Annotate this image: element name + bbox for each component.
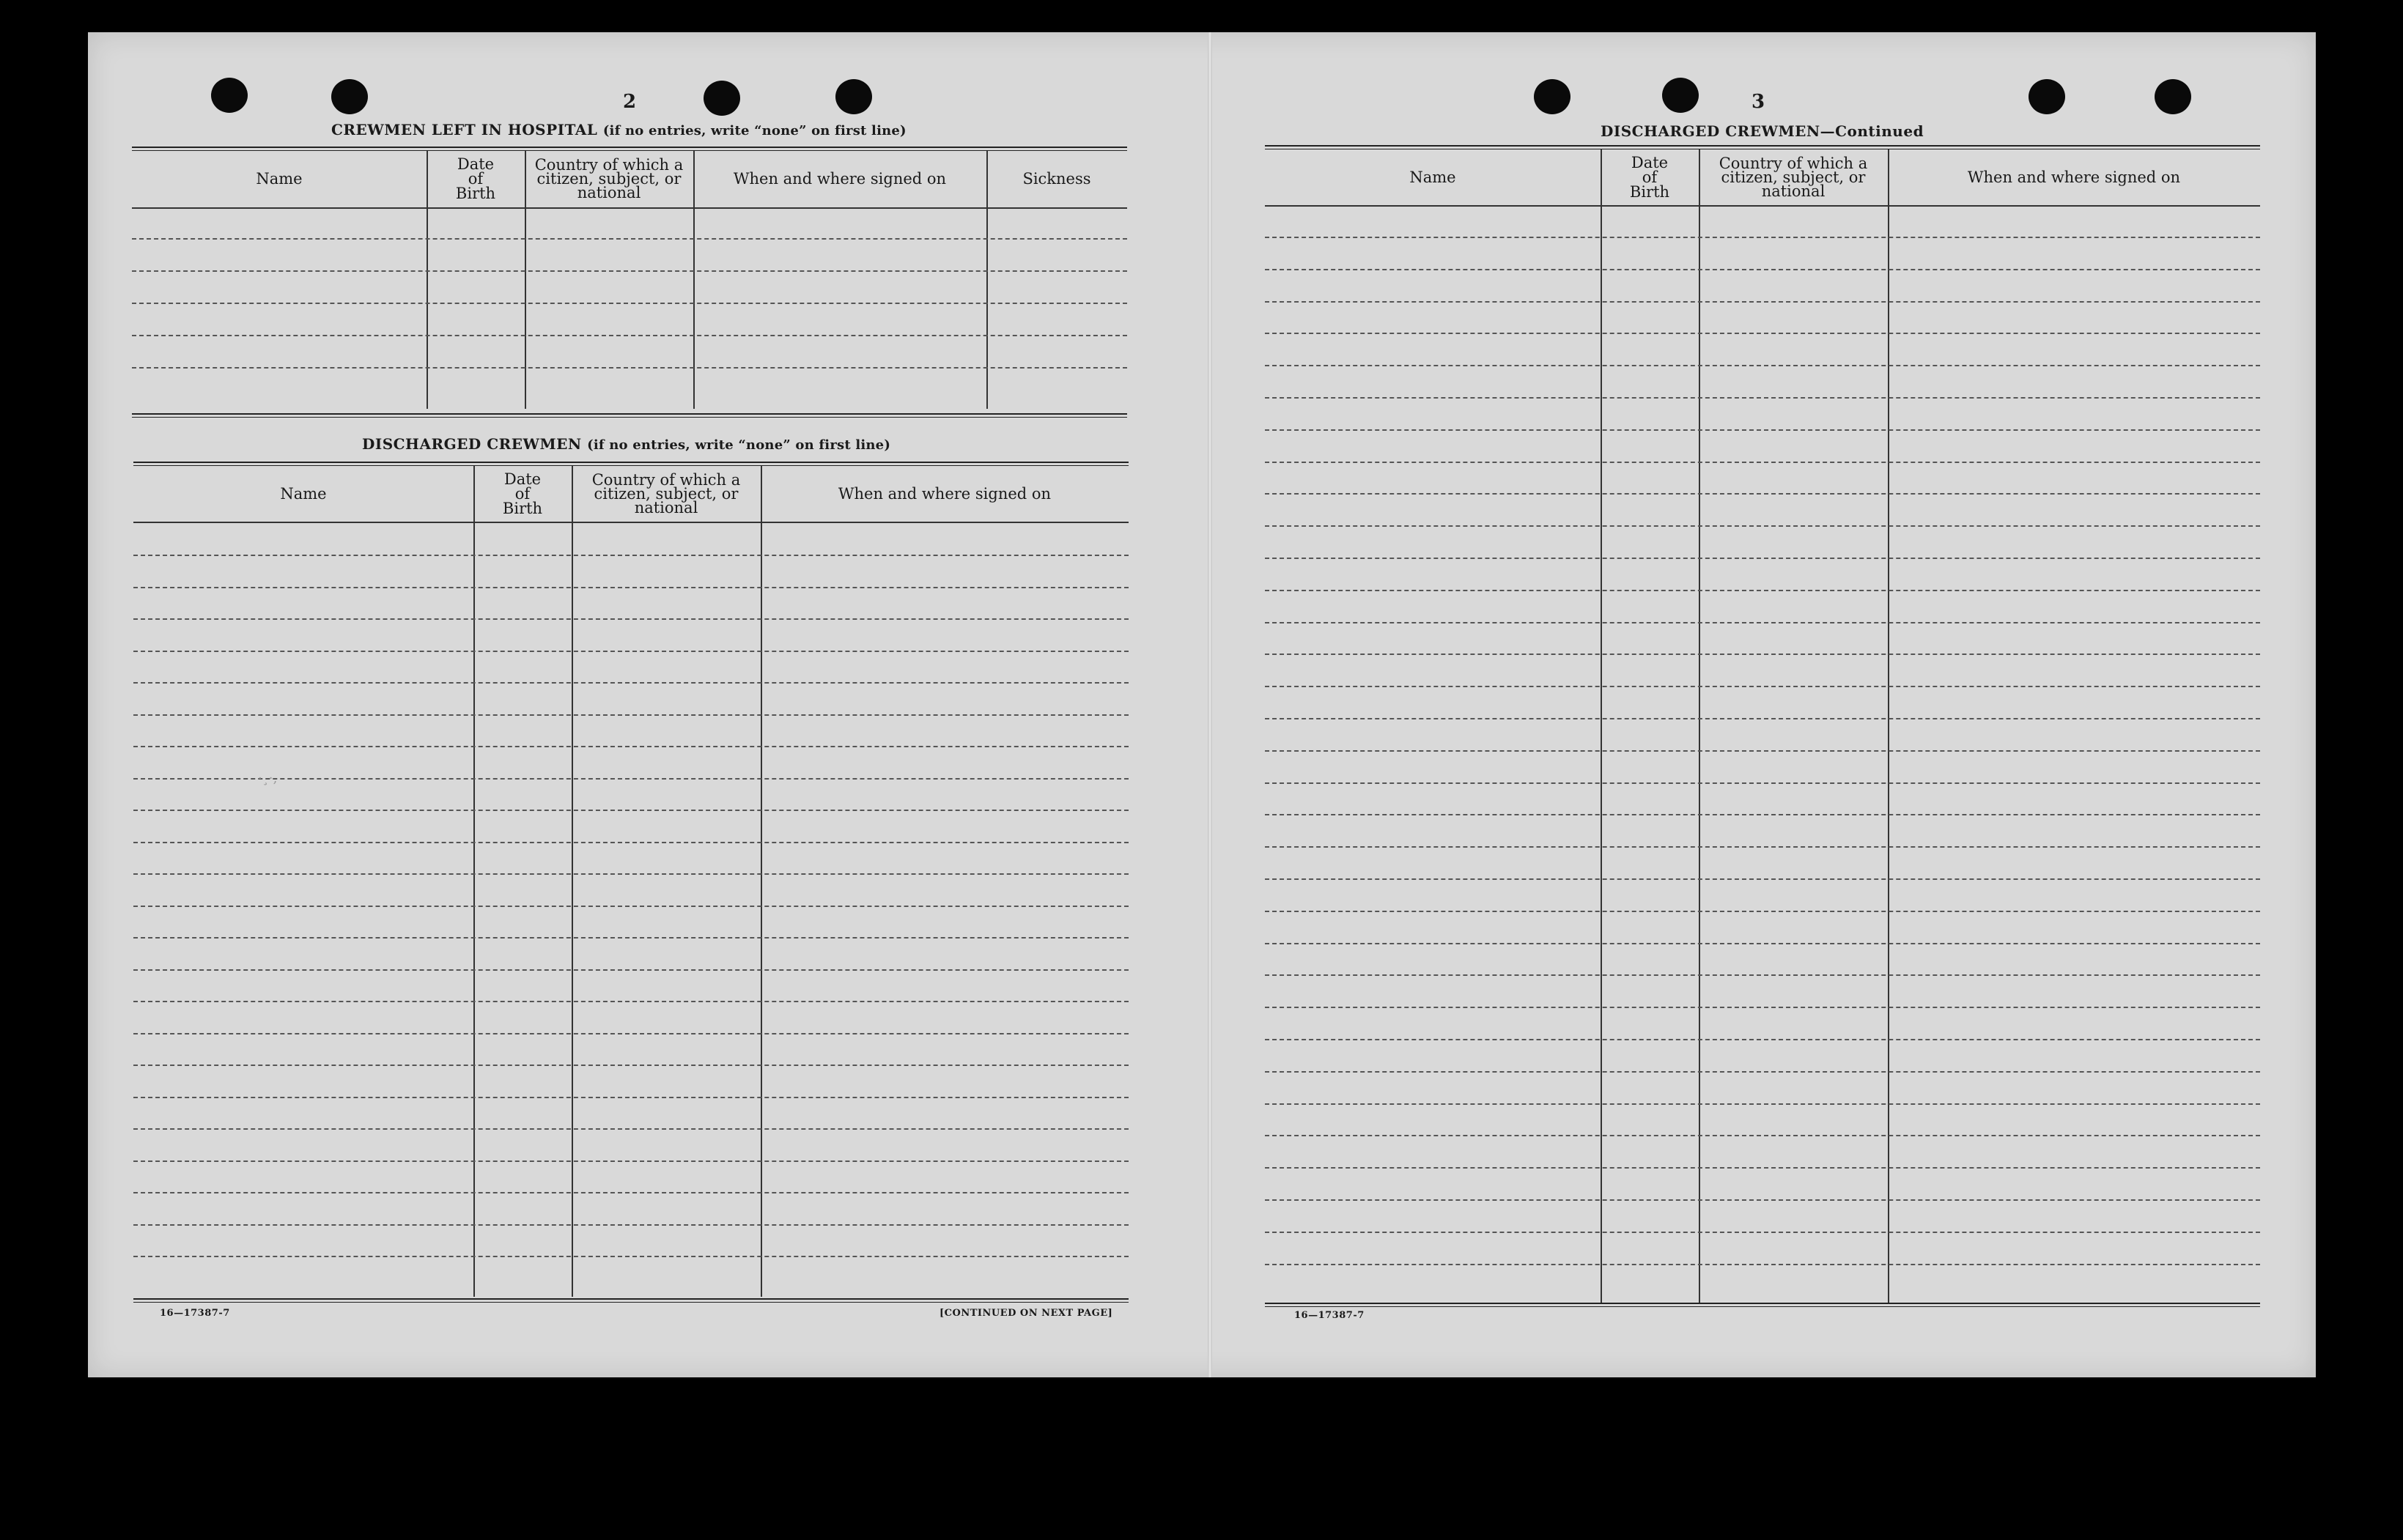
discharged-section-title [362,435,890,453]
ruled-line [1265,750,2260,752]
ruled-line [132,367,1127,369]
form-number-right: 16—17387-7 [1294,1310,1365,1321]
ruled-line [1265,654,2260,655]
page-number-left: 2 [623,91,637,113]
ruled-line [1265,718,2260,719]
ruled-line [132,335,1127,336]
discharged-continued-table [1265,145,2260,1304]
ruled-line [133,1001,1129,1002]
ruled-line [133,842,1129,843]
ruled-line [1265,878,2260,880]
ruled-line [1265,1039,2260,1040]
col-header-date-of-birth: Date of Birth [1629,154,1670,201]
punch-hole [2029,79,2065,114]
ruled-line [133,937,1129,939]
col-header-signed-on: When and where signed on [838,485,1052,503]
hospital-instruction-text: (if no entries, write “none” on first line) [602,123,907,138]
ruled-line [133,587,1129,588]
col-header-name: Name [256,170,303,188]
ruled-line [133,1192,1129,1193]
ruled-line [1265,558,2260,559]
discharged-instruction-text: (if no entries, write “none” on first line) [587,437,891,453]
punch-hole [1662,78,1699,113]
ruled-line [1265,911,2260,912]
ruled-line [133,1128,1129,1130]
ruled-line [133,1097,1129,1098]
punch-hole [835,79,872,114]
col-header-signed-on: When and where signed on [733,170,947,188]
table-bottom-rule [1265,1303,2260,1307]
ruled-line [133,1256,1129,1257]
ruled-line [1265,493,2260,495]
ruled-line [133,682,1129,684]
faint-bleedthrough-mark: ·¸·‚ [258,771,278,786]
punch-hole [331,79,368,114]
ruled-line [133,906,1129,907]
ruled-line [1265,622,2260,623]
ruled-line [1265,1232,2260,1233]
ruled-line [133,1033,1129,1034]
discharged-continued-title: DISCHARGED CREWMEN—Continued [1601,122,1924,140]
ruled-line [1265,301,2260,303]
ruled-line [1265,943,2260,944]
col-header-name: Name [280,485,327,503]
ruled-line [133,969,1129,971]
ruled-line [1265,462,2260,463]
ruled-line [133,1160,1129,1162]
col-header-country: Country of which a citizen, subject, or national [1719,154,1868,200]
table-bottom-rule [132,413,1127,418]
ruled-line [132,303,1127,304]
ruled-line [1265,333,2260,334]
ruled-line [1265,1199,2260,1201]
ruled-line [133,555,1129,556]
ruled-line [1265,1264,2260,1265]
ruled-line [1265,1007,2260,1008]
ruled-line [1265,397,2260,399]
ruled-line [132,238,1127,240]
table-bottom-rule [133,1298,1129,1303]
ruled-line [1265,269,2260,270]
ruled-line [1265,846,2260,848]
ruled-line [1265,1103,2260,1105]
punch-hole [704,81,740,116]
ruled-line [1265,429,2260,431]
hospital-section-title [331,121,907,138]
col-header-name: Name [1409,169,1456,186]
ruled-line [1265,237,2260,238]
page-fold [1208,32,1212,1377]
ruled-line [133,1065,1129,1066]
ruled-line [1265,686,2260,687]
hospital-title-text: CREWMEN LEFT IN HOSPITAL [331,121,598,138]
ruled-line [132,270,1127,272]
hospital-table [132,147,1127,410]
col-header-sickness: Sickness [1022,170,1091,188]
discharged-table [133,462,1129,1297]
punch-hole [2155,79,2191,114]
ruled-line [133,778,1129,780]
page-number-right: 3 [1752,91,1765,113]
col-header-country: Country of which a citizen, subject, or national [591,470,741,517]
ruled-line [133,746,1129,747]
ruled-line [1265,782,2260,784]
ruled-line [133,873,1129,875]
ruled-line [133,714,1129,716]
ruled-line [133,618,1129,620]
ruled-line [133,810,1129,811]
col-header-country: Country of which a citizen, subject, or national [534,155,684,201]
ruled-line [1265,1167,2260,1169]
col-header-signed-on: When and where signed on [1967,169,2181,186]
continued-note: [CONTINUED ON NEXT PAGE] [940,1308,1113,1319]
punch-hole [1534,79,1570,114]
ruled-line [1265,1071,2260,1073]
ruled-line [1265,1135,2260,1136]
ruled-line [1265,525,2260,527]
col-header-date-of-birth: Date of Birth [455,155,496,202]
punch-hole [211,78,248,113]
ruled-line [133,1224,1129,1226]
ruled-line [1265,365,2260,366]
ruled-line [1265,590,2260,591]
ruled-line [1265,814,2260,815]
ruled-line [133,651,1129,652]
col-header-date-of-birth: Date of Birth [502,470,543,517]
discharged-title-text: DISCHARGED CREWMEN [362,435,582,453]
ruled-line [1265,974,2260,976]
form-number-left: 16—17387-7 [160,1308,230,1319]
